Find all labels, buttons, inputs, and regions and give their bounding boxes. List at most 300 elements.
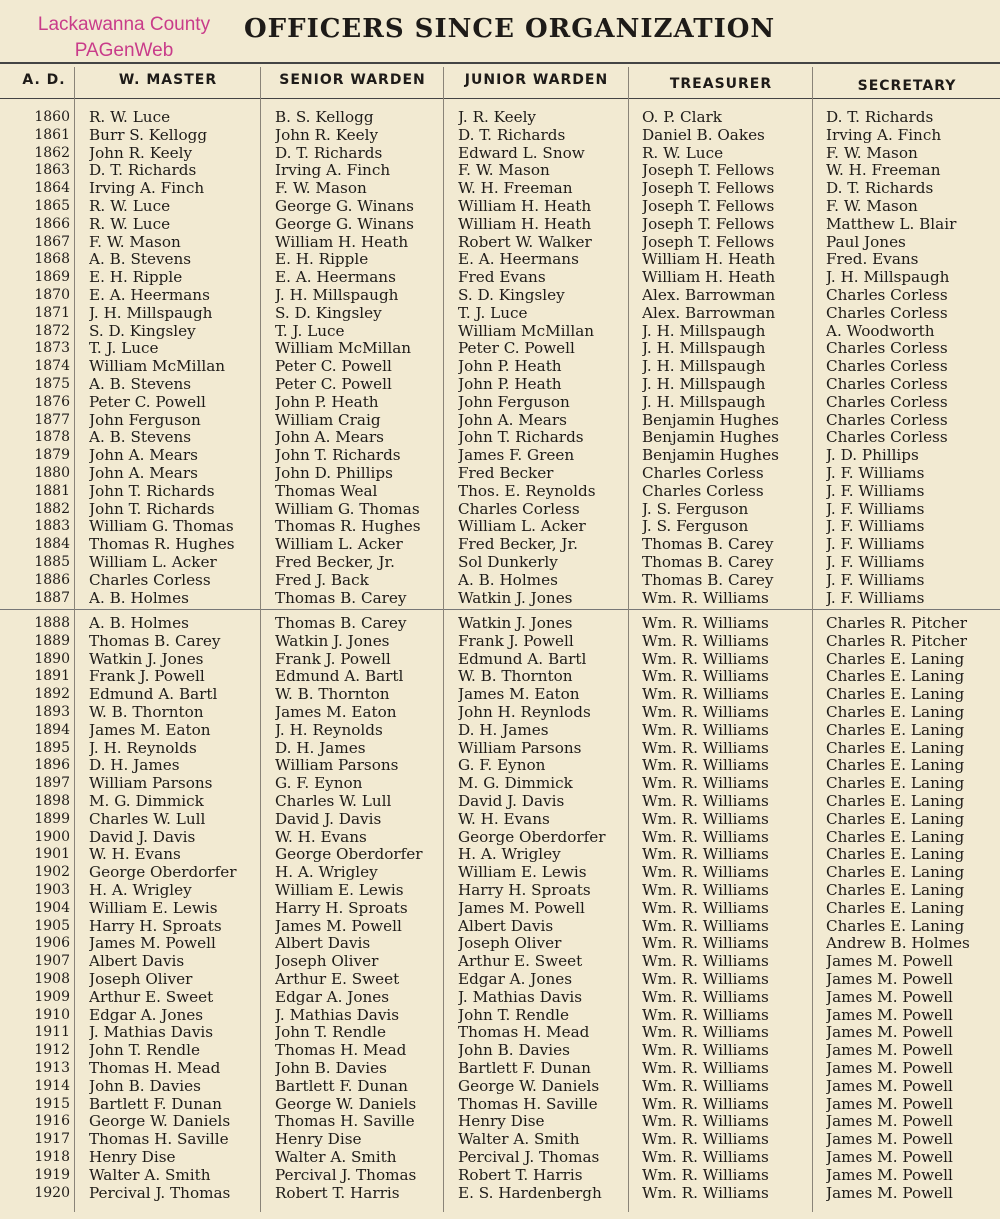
year-cell: 1875	[34, 376, 70, 392]
year-cell: 1884	[34, 536, 70, 553]
senior-warden-cell: Edgar A. Jones	[275, 987, 390, 1006]
table-row	[0, 126, 1000, 144]
master-cell: David J. Davis	[89, 827, 196, 846]
senior-warden-cell: Arthur E. Sweet	[275, 970, 400, 988]
junior-warden-cell: Henry Dise	[458, 1112, 545, 1131]
treasurer-cell: Wm. R. Williams	[642, 685, 769, 704]
year-cell: 1890	[34, 650, 70, 667]
senior-warden-cell: J. Mathias Davis	[275, 1005, 400, 1024]
secretary-cell: James M. Powell	[826, 1059, 953, 1077]
junior-warden-cell: Walter A. Smith	[458, 1130, 580, 1149]
treasurer-cell: Wm. R. Williams	[642, 952, 769, 971]
junior-warden-cell: Edgar A. Jones	[458, 970, 573, 988]
year-cell: 1919	[34, 1166, 70, 1183]
secretary-cell: J. F. Williams	[826, 570, 925, 589]
secretary-cell: James M. Powell	[826, 1130, 953, 1149]
treasurer-cell: J. H. Millspaugh	[642, 339, 766, 358]
senior-warden-cell: Thomas R. Hughes	[275, 517, 421, 536]
table-row	[0, 721, 1000, 739]
junior-warden-cell: Fred Becker	[458, 464, 554, 482]
master-cell: Joseph Oliver	[89, 970, 193, 988]
year-cell: 1865	[34, 198, 70, 214]
secretary-cell: J. F. Williams	[826, 535, 925, 554]
year-cell: 1898	[34, 793, 70, 809]
junior-warden-cell: Watkin J. Jones	[458, 614, 573, 632]
secretary-cell: Charles Corless	[826, 375, 948, 393]
treasurer-cell: Wm. R. Williams	[642, 649, 769, 668]
treasurer-cell: R. W. Luce	[642, 143, 724, 162]
master-cell: T. J. Luce	[89, 339, 159, 358]
master-cell: A. B. Holmes	[89, 588, 189, 607]
senior-warden-cell: Irving A. Finch	[275, 161, 391, 180]
junior-warden-cell: J. Mathias Davis	[458, 987, 583, 1006]
secretary-cell: D. T. Richards	[826, 108, 934, 126]
senior-warden-cell: William G. Thomas	[275, 499, 420, 518]
table-row	[0, 215, 1000, 233]
senior-warden-cell: S. D. Kingsley	[275, 303, 382, 322]
treasurer-cell: J. S. Ferguson	[642, 499, 749, 518]
junior-warden-cell: William H. Heath	[458, 197, 592, 215]
master-cell: R. W. Luce	[89, 197, 171, 215]
treasurer-cell: Wm. R. Williams	[642, 1005, 769, 1024]
secretary-cell: Charles E. Laning	[826, 863, 965, 882]
senior-warden-cell: Frank J. Powell	[275, 649, 391, 668]
treasurer-cell: Joseph T. Fellows	[642, 232, 775, 251]
senior-warden-cell: E. A. Heermans	[275, 268, 396, 287]
senior-warden-cell: Fred Becker, Jr.	[275, 553, 395, 571]
treasurer-cell: Benjamin Hughes	[642, 428, 779, 447]
year-cell: 1900	[34, 828, 70, 845]
treasurer-cell: Wm. R. Williams	[642, 738, 769, 757]
senior-warden-cell: H. A. Wrigley	[275, 863, 378, 882]
year-cell: 1914	[34, 1077, 70, 1094]
master-cell: John T. Rendle	[89, 1041, 200, 1060]
table-row	[0, 339, 1000, 357]
senior-warden-cell: Thomas H. Mead	[275, 1041, 407, 1060]
table-row	[0, 756, 1000, 774]
treasurer-cell: Joseph T. Fellows	[642, 197, 775, 215]
year-cell: 1889	[34, 632, 70, 649]
year-cell: 1887	[34, 589, 70, 606]
table-row	[0, 899, 1000, 917]
table-row	[0, 970, 1000, 988]
table-row	[0, 703, 1000, 721]
junior-warden-cell: Fred Becker, Jr.	[458, 535, 578, 554]
senior-warden-cell: William E. Lewis	[275, 881, 404, 899]
year-cell: 1892	[34, 686, 70, 703]
senior-warden-cell: G. F. Eynon	[275, 774, 363, 793]
senior-warden-cell: George G. Winans	[275, 197, 414, 215]
master-cell: Henry Dise	[89, 1148, 176, 1166]
junior-warden-cell: W. B. Thornton	[458, 667, 573, 686]
senior-warden-cell: William Craig	[275, 410, 381, 429]
secretary-cell: James M. Powell	[826, 1094, 953, 1113]
year-cell: 1883	[34, 518, 70, 535]
secretary-cell: J. H. Millspaugh	[826, 268, 950, 287]
senior-warden-cell: John A. Mears	[275, 428, 384, 447]
treasurer-cell: Wm. R. Williams	[642, 863, 769, 882]
senior-warden-cell: William H. Heath	[275, 232, 409, 251]
table-row	[0, 1059, 1000, 1077]
master-cell: John T. Richards	[89, 499, 215, 518]
master-cell: Thomas R. Hughes	[89, 535, 235, 554]
master-cell: Albert Davis	[89, 952, 185, 971]
secretary-cell: Charles E. Laning	[826, 720, 965, 739]
secretary-cell: Charles E. Laning	[826, 881, 965, 899]
master-cell: William E. Lewis	[89, 898, 218, 917]
secretary-cell: J. F. Williams	[826, 481, 925, 500]
junior-warden-cell: William H. Heath	[458, 214, 592, 233]
header-senior-warden: SENIOR WARDEN	[279, 72, 426, 88]
junior-warden-cell: G. F. Eynon	[458, 756, 546, 775]
master-cell: E. A. Heermans	[89, 286, 210, 304]
junior-warden-cell: Peter C. Powell	[458, 339, 575, 358]
junior-warden-cell: Harry H. Sproats	[458, 881, 591, 899]
secretary-cell: Andrew B. Holmes	[826, 934, 970, 953]
table-row	[0, 589, 1000, 607]
table-row	[0, 1184, 1000, 1202]
senior-warden-cell: D. H. James	[275, 738, 366, 757]
senior-warden-cell: W. H. Evans	[275, 827, 367, 846]
master-cell: Thomas B. Carey	[89, 631, 221, 650]
junior-warden-cell: Arthur E. Sweet	[458, 952, 583, 971]
senior-warden-cell: John P. Heath	[275, 392, 379, 411]
junior-warden-cell: George W. Daniels	[458, 1076, 600, 1095]
treasurer-cell: Alex. Barrowman	[642, 286, 776, 304]
secretary-cell: Matthew L. Blair	[826, 214, 957, 233]
junior-warden-cell: W. H. Freeman	[458, 179, 573, 198]
secretary-cell: Paul Jones	[826, 232, 906, 251]
treasurer-cell: Wm. R. Williams	[642, 667, 769, 686]
junior-warden-cell: John P. Heath	[458, 375, 562, 393]
table-row	[0, 1148, 1000, 1166]
junior-warden-cell: M. G. Dimmick	[458, 774, 573, 793]
senior-warden-cell: William Parsons	[275, 756, 399, 775]
table-row	[0, 792, 1000, 810]
year-cell: 1918	[34, 1149, 70, 1165]
table-row	[0, 286, 1000, 304]
junior-warden-cell: Joseph Oliver	[458, 934, 562, 953]
treasurer-cell: Wm. R. Williams	[642, 827, 769, 846]
master-cell: James M. Eaton	[89, 720, 211, 739]
header-top-rule	[0, 62, 1000, 64]
secretary-cell: W. H. Freeman	[826, 161, 941, 180]
year-cell: 1864	[34, 180, 70, 197]
secretary-cell: J. D. Phillips	[826, 446, 919, 465]
treasurer-cell: Wm. R. Williams	[642, 1059, 769, 1077]
treasurer-cell: Benjamin Hughes	[642, 446, 779, 465]
table-row	[0, 322, 1000, 340]
master-cell: Frank J. Powell	[89, 667, 205, 686]
treasurer-cell: Joseph T. Fellows	[642, 161, 775, 180]
year-cell: 1916	[34, 1113, 70, 1130]
secretary-cell: J. F. Williams	[826, 499, 925, 518]
year-cell: 1860	[34, 109, 70, 125]
year-cell: 1885	[34, 554, 70, 570]
secretary-cell: James M. Powell	[826, 1023, 953, 1042]
treasurer-cell: O. P. Clark	[642, 108, 723, 126]
secretary-cell: Charles Corless	[826, 357, 948, 376]
table-row	[0, 1006, 1000, 1024]
year-cell: 1899	[34, 810, 70, 827]
secretary-cell: F. W. Mason	[826, 143, 918, 162]
junior-warden-cell: E. A. Heermans	[458, 250, 579, 269]
year-cell: 1880	[34, 465, 70, 481]
secretary-cell: James M. Powell	[826, 1148, 953, 1166]
secretary-cell: J. F. Williams	[826, 553, 925, 571]
year-cell: 1869	[34, 269, 70, 286]
table-row	[0, 233, 1000, 251]
master-cell: Harry H. Sproats	[89, 916, 222, 935]
senior-warden-cell: James M. Eaton	[275, 703, 397, 721]
senior-warden-cell: Henry Dise	[275, 1130, 362, 1149]
master-cell: M. G. Dimmick	[89, 792, 204, 810]
junior-warden-cell: George Oberdorfer	[458, 827, 606, 846]
year-cell: 1873	[34, 340, 70, 357]
year-cell: 1878	[34, 429, 70, 446]
master-cell: Watkin J. Jones	[89, 649, 204, 668]
treasurer-cell: Wm. R. Williams	[642, 703, 769, 721]
table-row	[0, 500, 1000, 518]
year-cell: 1879	[34, 447, 70, 464]
master-cell: Thomas H. Mead	[89, 1059, 221, 1077]
treasurer-cell: J. H. Millspaugh	[642, 392, 766, 411]
treasurer-cell: Wm. R. Williams	[642, 970, 769, 988]
senior-warden-cell: B. S. Kellogg	[275, 108, 374, 126]
treasurer-cell: Wm. R. Williams	[642, 898, 769, 917]
year-cell: 1876	[34, 393, 70, 410]
junior-warden-cell: John P. Heath	[458, 357, 562, 376]
master-cell: Edmund A. Bartl	[89, 685, 218, 704]
junior-warden-cell: Sol Dunkerly	[458, 553, 558, 571]
treasurer-cell: Charles Corless	[642, 481, 764, 500]
junior-warden-cell: John T. Richards	[458, 428, 584, 447]
senior-warden-cell: George G. Winans	[275, 214, 414, 233]
year-cell: 1901	[34, 846, 70, 863]
table-row	[0, 1023, 1000, 1041]
table-row	[0, 250, 1000, 268]
senior-warden-cell: J. H. Millspaugh	[275, 286, 399, 304]
secretary-cell: James M. Powell	[826, 1076, 953, 1095]
junior-warden-cell: Robert T. Harris	[458, 1165, 583, 1184]
table-row	[0, 881, 1000, 899]
senior-warden-cell: Bartlett F. Dunan	[275, 1076, 408, 1095]
senior-warden-cell: Percival J. Thomas	[275, 1165, 417, 1184]
master-cell: S. D. Kingsley	[89, 321, 196, 340]
year-cell: 1912	[34, 1042, 70, 1059]
junior-warden-cell: Albert Davis	[458, 916, 554, 935]
table-row	[0, 144, 1000, 162]
secretary-cell: Charles Corless	[826, 286, 948, 304]
year-cell: 1882	[34, 500, 70, 517]
master-cell: Charles W. Lull	[89, 809, 206, 828]
secretary-cell: Charles E. Laning	[826, 667, 965, 686]
senior-warden-cell: William L. Acker	[275, 535, 403, 554]
table-row	[0, 667, 1000, 685]
master-cell: J. H. Reynolds	[89, 738, 197, 757]
treasurer-cell: Wm. R. Williams	[642, 916, 769, 935]
table-row	[0, 535, 1000, 553]
secretary-cell: Charles Corless	[826, 410, 948, 429]
secretary-cell: Charles Corless	[826, 303, 948, 322]
secretary-cell: Irving A. Finch	[826, 125, 942, 144]
table-row	[0, 739, 1000, 757]
master-cell: Burr S. Kellogg	[89, 125, 208, 144]
senior-warden-cell: E. H. Ripple	[275, 250, 369, 269]
senior-warden-cell: J. H. Reynolds	[275, 720, 383, 739]
junior-warden-cell: Watkin J. Jones	[458, 588, 573, 607]
senior-warden-cell: William McMillan	[275, 339, 412, 358]
master-cell: George W. Daniels	[89, 1112, 231, 1131]
secretary-cell: James M. Powell	[826, 987, 953, 1006]
master-cell: Walter A. Smith	[89, 1165, 211, 1184]
junior-warden-cell: David J. Davis	[458, 792, 565, 810]
junior-warden-cell: Charles Corless	[458, 499, 580, 518]
senior-warden-cell: Harry H. Sproats	[275, 898, 408, 917]
table-row	[0, 810, 1000, 828]
secretary-cell: Charles Corless	[826, 428, 948, 447]
master-cell: John T. Richards	[89, 481, 215, 500]
year-cell: 1897	[34, 775, 70, 792]
secretary-cell: James M. Powell	[826, 952, 953, 971]
year-cell: 1872	[34, 322, 70, 339]
secretary-cell: Charles E. Laning	[826, 809, 965, 828]
master-cell: Charles Corless	[89, 570, 211, 589]
treasurer-cell: William H. Heath	[642, 268, 776, 287]
treasurer-cell: Wm. R. Williams	[642, 614, 769, 632]
junior-warden-cell: John B. Davies	[458, 1041, 570, 1060]
year-cell: 1910	[34, 1006, 70, 1023]
treasurer-cell: Wm. R. Williams	[642, 1112, 769, 1131]
year-cell: 1917	[34, 1131, 70, 1148]
junior-warden-cell: T. J. Luce	[458, 303, 528, 322]
year-cell: 1868	[34, 251, 70, 268]
junior-warden-cell: Bartlett F. Dunan	[458, 1059, 591, 1077]
year-cell: 1903	[34, 882, 70, 898]
treasurer-cell: Daniel B. Oakes	[642, 125, 765, 144]
secretary-cell: Charles E. Laning	[826, 756, 965, 775]
secretary-cell: Charles Corless	[826, 339, 948, 358]
secretary-cell: Charles E. Laning	[826, 774, 965, 793]
treasurer-cell: Wm. R. Williams	[642, 1094, 769, 1113]
year-cell: 1891	[34, 668, 70, 685]
header-treasurer: TREASURER	[669, 76, 773, 92]
master-cell: D. H. James	[89, 756, 180, 775]
table-row	[0, 828, 1000, 846]
master-cell: William G. Thomas	[89, 517, 234, 536]
treasurer-cell: J. S. Ferguson	[642, 517, 749, 536]
junior-warden-cell: John Ferguson	[458, 392, 570, 411]
year-cell: 1886	[34, 571, 70, 588]
header-worshipful-master: W. MASTER	[118, 72, 218, 88]
year-cell: 1867	[34, 233, 70, 250]
treasurer-cell: Wm. R. Williams	[642, 934, 769, 953]
table-row	[0, 179, 1000, 197]
year-cell: 1915	[34, 1095, 70, 1112]
year-cell: 1881	[34, 482, 70, 499]
secretary-cell: Charles E. Laning	[826, 738, 965, 757]
master-cell: William McMillan	[89, 357, 226, 376]
secretary-cell: Charles Corless	[826, 392, 948, 411]
year-cell: 1861	[34, 126, 70, 143]
treasurer-cell: Wm. R. Williams	[642, 1183, 769, 1202]
junior-warden-cell: William L. Acker	[458, 517, 586, 536]
master-cell: Irving A. Finch	[89, 179, 205, 198]
table-row	[0, 650, 1000, 668]
treasurer-cell: Wm. R. Williams	[642, 774, 769, 793]
section-divider	[0, 609, 1000, 610]
year-cell: 1906	[34, 935, 70, 952]
table-row	[0, 375, 1000, 393]
junior-warden-cell: William McMillan	[458, 321, 595, 340]
junior-warden-cell: E. S. Hardenbergh	[458, 1183, 602, 1202]
junior-warden-cell: Frank J. Powell	[458, 631, 574, 650]
senior-warden-cell: W. B. Thornton	[275, 685, 390, 704]
junior-warden-cell: F. W. Mason	[458, 161, 550, 180]
table-row	[0, 393, 1000, 411]
junior-warden-cell: John T. Rendle	[458, 1005, 569, 1024]
treasurer-cell: Wm. R. Williams	[642, 1165, 769, 1184]
treasurer-cell: Joseph T. Fellows	[642, 214, 775, 233]
table-row	[0, 411, 1000, 429]
junior-warden-cell: Fred Evans	[458, 268, 546, 287]
year-cell: 1908	[34, 971, 70, 987]
master-cell: J. H. Millspaugh	[89, 303, 213, 322]
treasurer-cell: Wm. R. Williams	[642, 631, 769, 650]
junior-warden-cell: Thomas H. Mead	[458, 1023, 590, 1042]
secretary-cell: Charles E. Laning	[826, 898, 965, 917]
year-cell: 1874	[34, 358, 70, 375]
master-cell: H. A. Wrigley	[89, 881, 192, 899]
table-row	[0, 632, 1000, 650]
page-title: OFFICERS SINCE ORGANIZATION	[244, 14, 776, 44]
year-cell: 1909	[34, 988, 70, 1005]
table-row	[0, 482, 1000, 500]
senior-warden-cell: George Oberdorfer	[275, 845, 423, 864]
junior-warden-cell: Thos. E. Reynolds	[458, 481, 596, 500]
master-cell: W. B. Thornton	[89, 703, 204, 721]
master-cell: J. Mathias Davis	[89, 1023, 214, 1042]
treasurer-cell: Wm. R. Williams	[642, 720, 769, 739]
table-row	[0, 108, 1000, 126]
treasurer-cell: Wm. R. Williams	[642, 588, 769, 607]
table-row	[0, 1041, 1000, 1059]
junior-warden-cell: Edmund A. Bartl	[458, 649, 587, 668]
senior-warden-cell: Robert T. Harris	[275, 1183, 400, 1202]
senior-warden-cell: David J. Davis	[275, 809, 382, 828]
table-row	[0, 845, 1000, 863]
junior-warden-cell: D. H. James	[458, 720, 549, 739]
master-cell: F. W. Mason	[89, 232, 181, 251]
header-secretary: SECRETARY	[857, 78, 957, 94]
treasurer-cell: Charles Corless	[642, 464, 764, 482]
secretary-cell: Charles E. Laning	[826, 649, 965, 668]
table-row	[0, 917, 1000, 935]
table-row	[0, 553, 1000, 571]
treasurer-cell: Wm. R. Williams	[642, 1041, 769, 1060]
junior-warden-cell: S. D. Kingsley	[458, 286, 565, 304]
watermark	[4, 12, 244, 64]
secretary-cell: J. F. Williams	[826, 588, 925, 607]
master-cell: James M. Powell	[89, 934, 216, 953]
secretary-cell: James M. Powell	[826, 1005, 953, 1024]
master-cell: A. B. Stevens	[89, 428, 192, 447]
secretary-cell: Charles R. Pitcher	[826, 614, 967, 632]
senior-warden-cell: John B. Davies	[275, 1059, 387, 1077]
master-cell: John A. Mears	[89, 464, 198, 482]
table-row	[0, 685, 1000, 703]
master-cell: R. W. Luce	[89, 108, 171, 126]
